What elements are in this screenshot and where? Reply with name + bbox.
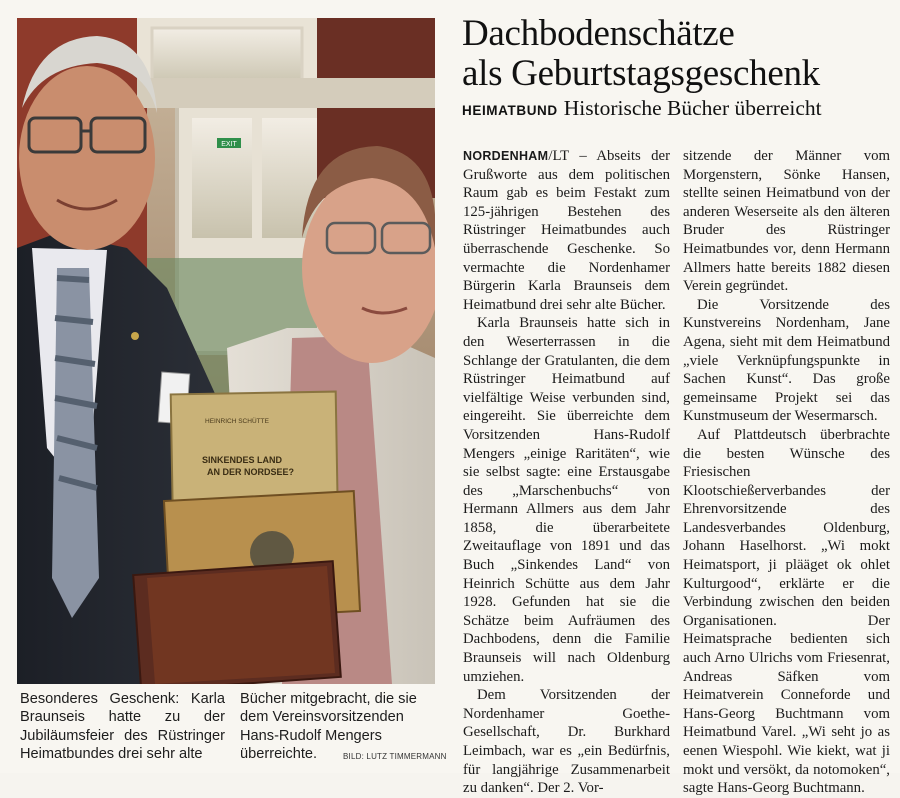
- photo-caption-part2: Bücher mitgebracht, die sie dem Vereinsvorsitzenden Hans-Rudolf Mengers überreichte.: [240, 691, 417, 763]
- photo-illustration: [17, 18, 435, 684]
- book-title-1: SINKENDES LAND: [202, 455, 283, 465]
- exit-sign-text: EXIT: [221, 141, 237, 148]
- paragraph: Karla Braunseis hatte sich in den Weserterrassen in die Schlange der Gratulanten, die dem Rüstringer Heimatbund auf vielfältige Weise verbunden sind, eingereiht. Sie überreichte dem Vorsitzenden Hans-Rudolf Mengers „einige Raritäten“, wie sie selbst sagte: eine Erstausgabe des „Marschenbuchs“ von Hermann Allmers aus dem Jahr 1858, die überarbeitete Zweitauflage von 1891 und das Buch „Sinkendes Land“ von Heinrich Schütte aus dem Jahr 1928. Gefunden hat sie die Schätze beim Aufräumen des Dachbodens, denn die Familie Braunseis will nach Oldenburg umziehen.: [463, 315, 670, 685]
- book-author: HEINRICH SCHÜTTE: [205, 418, 269, 425]
- article-column-1: [463, 147, 670, 798]
- book-title-2: AN DER NORDSEE?: [207, 467, 295, 477]
- paragraph: Auf Plattdeutsch überbrachte die besten Wünsche des Friesischen Klootschießerverbandes der Ehrenvorsitzende des Landesverbandes Oldenburg, Johann Haselhorst. „Wi mokt Heimatsport, ji plääget ok ohlet Kulturgood“, erklärte er die Verbindung zwischen den beiden Organisationen. Der Heimatsprache bedienten sich auch Arno Ulrichs vom Friesenrat, Andreas Säfken vom Heimatverein Conneforde und Hans-Georg Buchtmann vom Heimatbund Varel. „Wi seht jo as eenen Wiespohl. Wie kiekt, wat ji mokt und versökt, da notomoken“, sagte Hans-Georg Buchtmann.: [683, 426, 890, 797]
- paragraph: [463, 147, 670, 314]
- paragraph: Die Vorsitzende des Kunstvereins Nordenham, Jane Agena, sieht mit dem Heimatbund „viele Verknüpfungspunkte in Sachen Kunst“. Das große gemeinsame Projekt sei das Kunstmuseum der Wesermarsch.: [683, 296, 890, 425]
- paragraph: Dem Vorsitzenden der Nordenhamer Goethe-Gesellschaft, Dr. Burkhard Leimbach, war es „ein Bedürfnis, für langjährige Zusammenarbeit zu danken“. Der 2. Vor-: [463, 687, 670, 797]
- article-subline: [462, 96, 892, 121]
- article-subtitle: Historische Bücher überreicht: [563, 96, 822, 120]
- paragraph: sitzende der Männer vom Morgenstern, Sönke Hansen, stellte seinen Heimatbund von der anderen Weserseite als den älteren Bruder des Rüstringer Heimatbundes vor, denn Hermann Allmers hatte bereits 1882 diesen Verein gegründet.: [683, 148, 890, 295]
- photo-caption-part1: Besonderes Geschenk: Karla Braunseis hatte zu der Jubiläumsfeier des Rüstringer Heimatbundes drei sehr alte: [20, 691, 225, 763]
- article-headline: Dachbodenschätze als Geburtstagsgeschenk: [462, 13, 820, 94]
- article-column-2: [683, 147, 890, 798]
- paragraph-text: Abseits der Grußworte aus dem politischen Raum gab es beim Festakt zum 125-jährigen Bestehen des Rüstringer Heimatbundes auch überraschende Geschenke. So vermachte die Nordenhamer Bürgerin Karla Braunseis dem Heimatbund drei sehr alte Bücher.: [463, 148, 671, 313]
- dateline-suffix: /LT –: [548, 148, 597, 164]
- article-dateline: NORDENHAM: [463, 149, 549, 163]
- article-kicker: HEIMATBUND: [462, 103, 558, 118]
- news-photo: [17, 18, 435, 684]
- photo-credit: BILD: LUTZ TIMMERMANN: [343, 752, 447, 761]
